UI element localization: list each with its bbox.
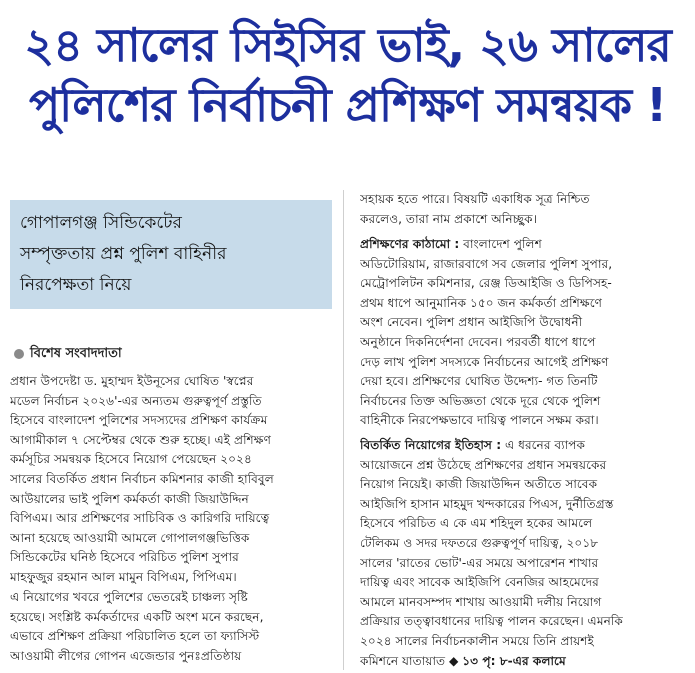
text-line: আউয়ালের ভাই পুলিশ কর্মকর্তা কাজী জিয়াউদ্দিন xyxy=(10,491,249,506)
headline xyxy=(8,4,687,146)
text-line: কর্মসূচির সমন্বয়ক হিসেবে নিয়োগ পেয়েছেন ২০২৪ xyxy=(10,452,252,467)
text-line: হিসেবে বাংলাদেশ পুলিশের সদস্যদের প্রশিক্ষণ কার্যক্রম xyxy=(10,413,268,428)
byline-text: বিশেষ সংবাদদাতা xyxy=(30,346,122,361)
text-line: সালের 'রাতের ভোট'-এর সময়ে অপারেশন শাখার xyxy=(360,555,599,570)
subheadline-line-2: সম্পৃক্ততায় প্রশ্ন পুলিশ বাহিনীর xyxy=(20,244,227,264)
right-section-structure xyxy=(360,235,682,431)
text-line: নির্বাচনের তিক্ত অভিজ্ঞতা থেকে দূরে থেকে পুলিশ xyxy=(360,393,601,408)
text-line: বিপিএম। আর প্রশিক্ষণের সাচিবিক ও কারিগরি দায়িত্বে xyxy=(10,511,270,526)
text-line: আগামীকাল ৭ সেপ্টেম্বর থেকে শুরু হচ্ছে। এই প্রশিক্ষণ xyxy=(10,432,272,447)
text-line: টেলিকম ও সদর দফতরে গুরুত্বপূর্ণ দায়িত্ব, ২০১৮ xyxy=(360,535,599,550)
text-line: মেট্রোপলিটন কমিশনার, রেঞ্জ ডিআইজি ও ডিপিসহ- xyxy=(360,276,612,291)
text-line: সহায়ক হতে পারে। বিষয়টি একাধিক সূত্র নিশ্চিত xyxy=(360,192,590,206)
text-line: বিতর্কিত নিয়োগের ইতিহাস : এ ধরনের ব্যাপক xyxy=(360,438,586,452)
text-line: এ নিয়োগের খবরে পুলিশের ভেতরেই চাঞ্চল্য সৃষ্টি xyxy=(10,590,248,604)
section-lead: বিতর্কিত নিয়োগের ইতিহাস : xyxy=(360,438,502,452)
right-section-history xyxy=(360,436,682,671)
text-line: আওয়ামী লীগের গোপন এজেন্ডার পুনঃপ্রতিষ্ঠায় xyxy=(10,648,242,663)
left-paragraph-2 xyxy=(10,588,338,666)
column-divider xyxy=(343,190,344,670)
text-line: অডিটোরিয়াম, রাজারবাগে সব জেলার পুলিশ সুপার, xyxy=(360,256,613,271)
section-lead: প্রশিক্ষণের কাঠামো : xyxy=(360,237,460,251)
right-paragraph-1 xyxy=(360,190,682,229)
text-line: ২০২৪ সালের নির্বাচনকালীন সময়ে তিনি প্রায়শই xyxy=(360,633,594,648)
text-line: সিন্ডিকেটের ঘনিষ্ঠ হিসেবে পরিচিত পুলিশ সুপার xyxy=(10,550,239,565)
text-line: হিসেবে পরিচিত এ কে এম শহিদুল হকের আমলে xyxy=(360,516,593,531)
text-line: দেয়া হবে। প্রশিক্ষণের ঘোষিত উদ্দেশ্য- গত তিনটি xyxy=(360,374,598,389)
text-line: প্রধান উপদেষ্টা ড. মুহাম্মদ ইউনূসের ঘোষিত 'স্বপ্নের xyxy=(10,374,254,388)
text-line: কমিশনে যাতায়াত ◆ ১৩ পৃ: ৮-এর কলামে xyxy=(360,653,566,668)
text-line: আয়োজনে প্রশ্ন উঠেছে প্রশিক্ষণের প্রধান সমন্বয়কের xyxy=(360,457,607,472)
text-line: বাহিনীকে নিরপেক্ষভাবে দায়িত্ব পালনে সক্ষম করা। xyxy=(360,413,599,428)
subheadline-line-1: গোপালগঞ্জ সিন্ডিকেটের xyxy=(20,213,182,233)
text-line: আইজিপি হাসান মাহমুদ খন্দকারের পিএস, দুর্নীতিগ্রস্ত xyxy=(360,496,614,511)
text-line: মডেল নির্বাচন ২০২৬'-এর অন্যতম গুরুত্বপূর্ণ প্রস্তুতি xyxy=(10,393,262,408)
continued-note: ১৩ পৃ: ৮-এর কলামে xyxy=(462,653,566,668)
text-line: দায়িত্ব এবং সাবেক আইজিপি বেনজির আহমেদের xyxy=(360,575,599,590)
text-line: এভাবে প্রশিক্ষণ প্রক্রিয়া পরিচালিত হলে তা ফ্যাসিস্ট xyxy=(10,629,260,644)
text-line: অংশ নেবেন। পুলিশ প্রধান আইজিপি উদ্বোধনী xyxy=(360,315,583,330)
text-line: নিয়োগ নিয়েই। কাজী জিয়াউদ্দিন অতীতে সাবেক xyxy=(360,477,598,492)
subheadline-line-3: নিরপেক্ষতা নিয়ে xyxy=(20,275,132,295)
byline xyxy=(14,344,122,365)
text-line: হয়েছে। সংশ্লিষ্ট কর্মকর্তাদের একটি অংশ মনে করছেন, xyxy=(10,609,264,624)
bullet-icon xyxy=(14,349,24,359)
headline-line-2: পুলিশের নির্বাচনী প্রশিক্ষণ সমন্বয়ক ! xyxy=(28,78,667,132)
text-line: দেড় লাখ পুলিশ সদস্যকে নির্বাচনের আগেই প্রশিক্ষণ xyxy=(360,354,609,369)
subheadline-box xyxy=(10,200,332,309)
text-line: আমলে মানবসম্পদ শাখায় আওয়ামী দলীয় নিয়োগ xyxy=(360,594,602,609)
text-line: করলেও, তারা নাম প্রকাশে অনিচ্ছুক। xyxy=(360,211,538,226)
text-line: আনা হয়েছে আওয়ামী আমলে গোপালগঞ্জভিত্তিক xyxy=(10,530,250,545)
text-line: অনুষ্ঠানে দিকনির্দেশনা দেবেন। পরবর্তী ধাপে ধাপে xyxy=(360,334,596,349)
left-paragraph-1 xyxy=(10,372,338,588)
text-line: প্রথম ধাপে আনুমানিক ১৫০ জন কর্মকর্তা প্রশিক্ষণে xyxy=(360,295,602,310)
text-line: মাহফুজুর রহমান আল মামুন বিপিএম, পিপিএম। xyxy=(10,569,237,584)
headline-line-1: ২৪ সালের সিইসির ভাই, ২৬ সালের xyxy=(24,18,671,72)
text-line: প্রক্রিয়ার তত্ত্বাবধানের দায়িত্ব পালন করেছেন। এমনকি xyxy=(360,614,623,629)
text-line: সালের বিতর্কিত প্রধান নির্বাচন কমিশনার কাজী হাবিবুল xyxy=(10,471,274,486)
text-line: প্রশিক্ষণের কাঠামো : বাংলাদেশ পুলিশ xyxy=(360,237,542,251)
